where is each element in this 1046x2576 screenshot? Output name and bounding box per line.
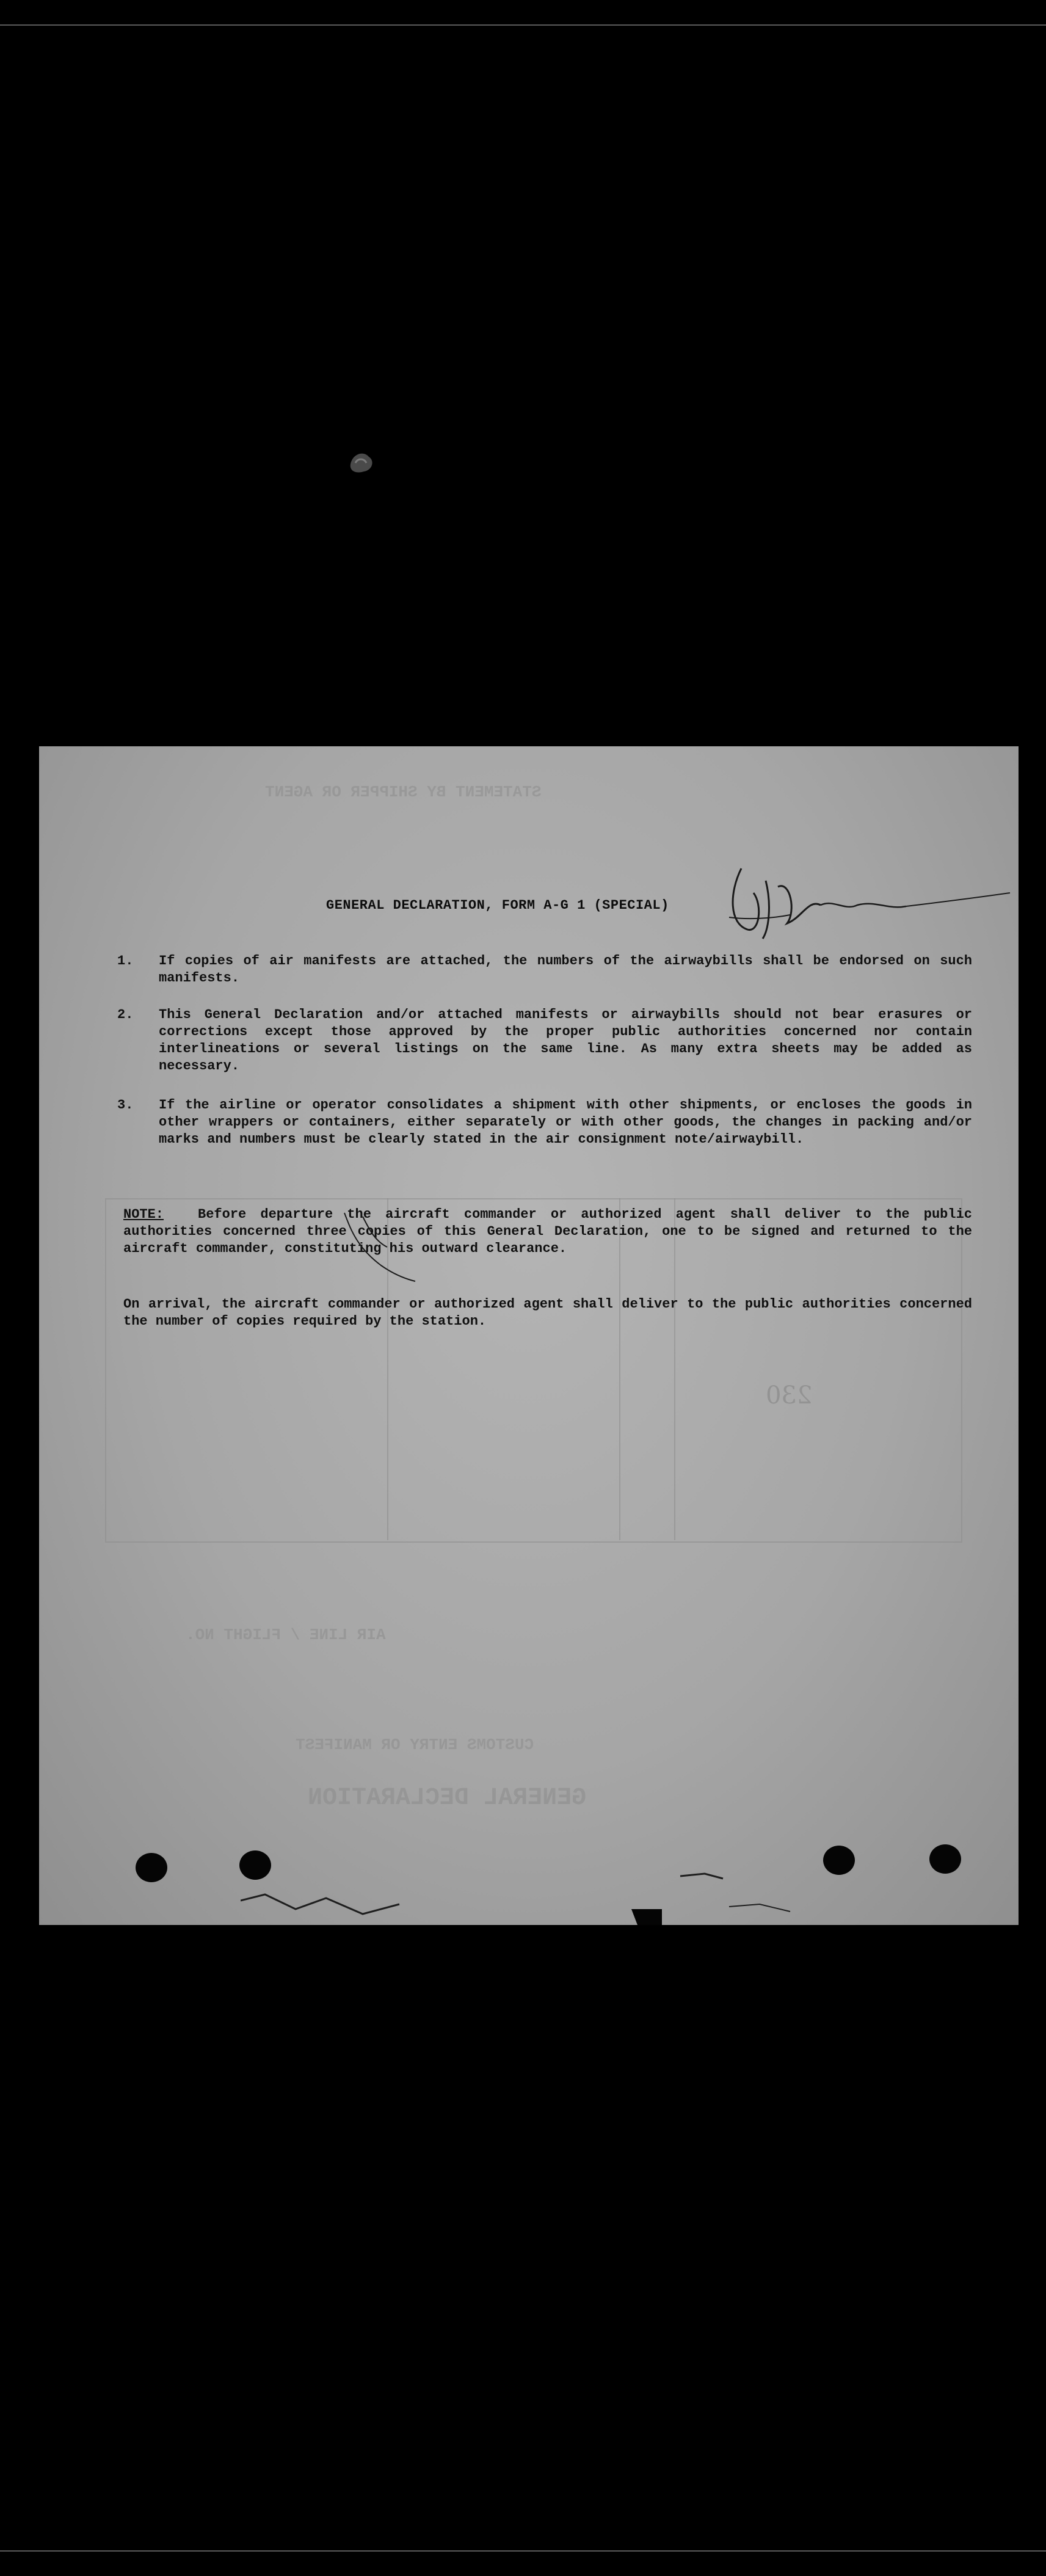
bleed-through-text: AIR LINE / FLIGHT NO.: [186, 1626, 386, 1644]
document-sheet: [39, 746, 1019, 1925]
bleed-through-text: GENERAL DECLARATION: [308, 1785, 587, 1812]
instruction-item-3: [117, 1097, 972, 1148]
instruction-text: This General Declaration and/or attached manifests or airwaybills should not bear erasures or corrections except those approved by the proper public authorities concerned nor contain interlineations or several listings on the same line. As many extra sheets may be added as necessary.: [159, 1007, 972, 1074]
instruction-number: 2.: [117, 1007, 134, 1022]
instruction-item-2: [117, 1006, 972, 1075]
instruction-text: If the airline or operator consolidates a shipment with other shipments, or encloses the goods in other wrappers or containers, either separately or with other goods, the changes in packing and/or marks and numbers must be clearly stated in the air consignment note/airwaybill.: [159, 1097, 972, 1147]
instruction-number: 1.: [117, 953, 134, 969]
bleed-through-text: STATEMENT BY SHIPPER OR AGENT: [265, 783, 542, 801]
departure-note: [123, 1206, 972, 1257]
bleed-through-text: CUSTOMS ENTRY OR MANIFEST: [296, 1736, 534, 1754]
note-text: Before departure the aircraft commander or authorized agent shall deliver to the public authorities concerned three copies of this General Declaration, one to be signed and returned to the aircraft commander, constituting his outward clearance.: [123, 1207, 972, 1256]
instruction-number: 3.: [117, 1097, 134, 1113]
pen-stroke: [296, 1210, 418, 1284]
note-label: NOTE:: [123, 1207, 164, 1222]
scan-speck: [346, 447, 377, 476]
bleed-through-number: 230: [766, 1381, 813, 1410]
handwritten-signature: [705, 856, 1019, 948]
torn-edge: [241, 1858, 973, 1925]
scan-bottom-rule: [0, 2550, 1046, 2552]
scan-top-rule: [0, 24, 1046, 26]
document-title: GENERAL DECLARATION, FORM A-G 1 (SPECIAL): [326, 898, 669, 913]
instruction-text: If copies of air manifests are attached, the numbers of the airwaybills shall be endorsed on such manifests.: [159, 953, 972, 986]
instruction-item-1: [117, 953, 972, 987]
arrival-note: On arrival, the aircraft commander or authorized agent shall deliver to the public authorities concerned the number of copies required by the station.: [123, 1297, 972, 1329]
punch-hole: [136, 1853, 167, 1882]
